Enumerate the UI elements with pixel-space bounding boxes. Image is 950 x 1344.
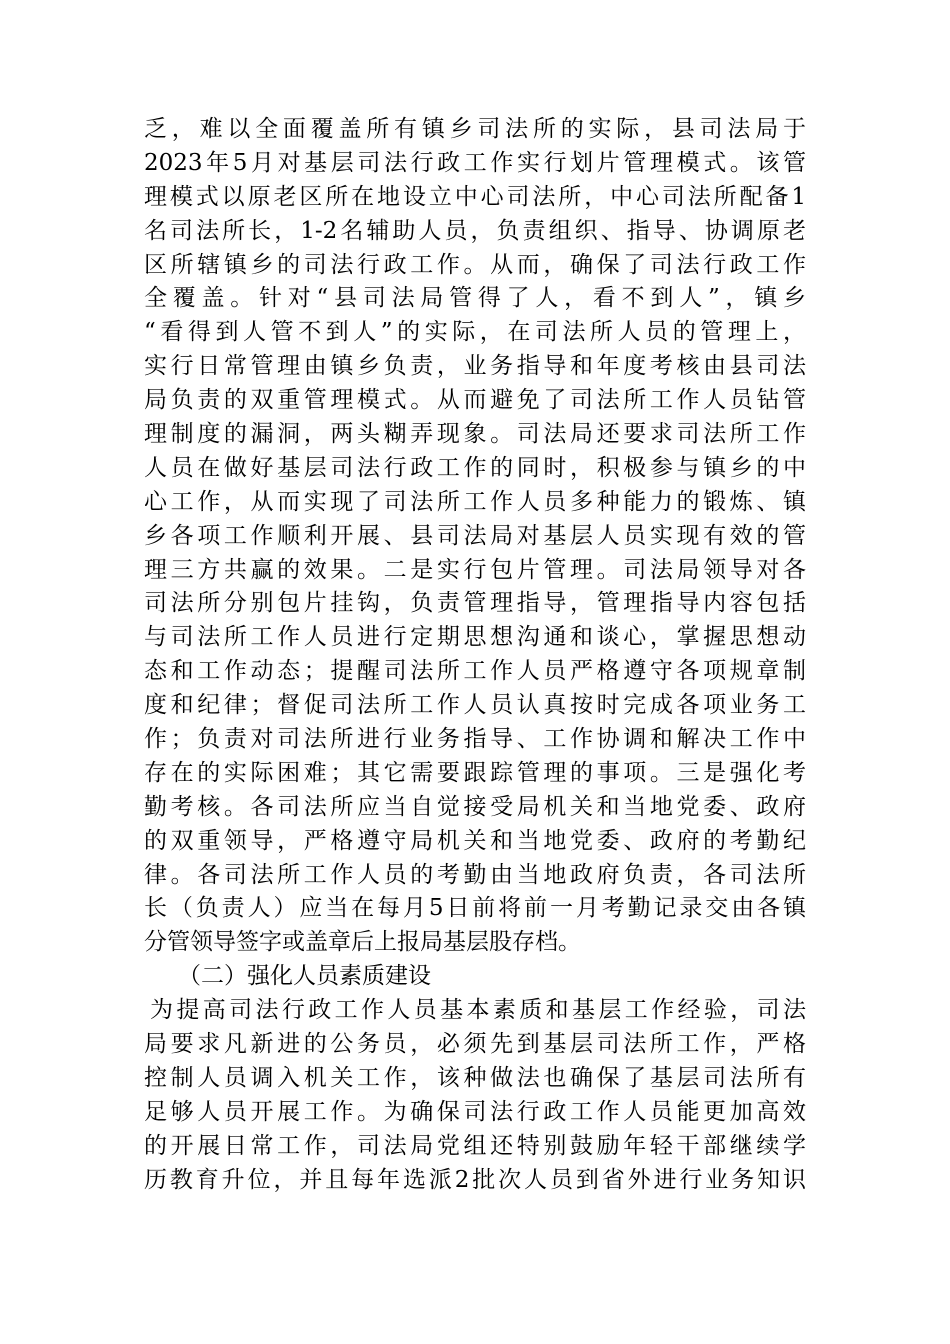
text-line: 控制人员调入机关工作，该种做法也确保了基层司法所有 xyxy=(144,1064,806,1091)
text-line: 律。各司法所工作人员的考勤由当地政府负责，各司法所 xyxy=(144,861,806,888)
text-line: 存在的实际困难；其它需要跟踪管理的事项。三是强化考 xyxy=(144,759,806,786)
text-line: 理三方共赢的效果。二是实行包片管理。司法局领导对各 xyxy=(144,556,806,583)
text-line: 2023年5月对基层司法行政工作实行划片管理模式。该管 xyxy=(144,149,806,176)
text-line: 为提高司法行政工作人员基本素质和基层工作经验，司法 xyxy=(150,997,806,1024)
text-line: 心工作，从而实现了司法所工作人员多种能力的锻炼、镇 xyxy=(144,488,806,515)
text-line: 态和工作动态；提醒司法所工作人员严格遵守各项规章制 xyxy=(144,658,806,685)
text-line: 分管领导签字或盖章后上报局基层股存档。 xyxy=(144,929,581,956)
text-line: 局负责的双重管理模式。从而避免了司法所工作人员钻管 xyxy=(144,387,806,414)
document-page xyxy=(144,113,806,1198)
text-line: 与司法所工作人员进行定期思想沟通和谈心，掌握思想动 xyxy=(144,624,806,651)
text-line: 勤考核。各司法所应当自觉接受局机关和当地党委、政府 xyxy=(144,793,806,820)
text-line: 名司法所长，1-2名辅助人员，负责组织、指导、协调原老 xyxy=(144,217,806,244)
text-line: 足够人员开展工作。为确保司法行政工作人员能更加高效 xyxy=(144,1098,806,1125)
text-line: 理模式以原老区所在地设立中心司法所，中心司法所配备1 xyxy=(144,183,806,210)
text-line: 长（负责人）应当在每月5日前将前一月考勤记录交由各镇 xyxy=(144,895,806,922)
text-line: 历教育升位，并且每年选派2批次人员到省外进行业务知识 xyxy=(144,1166,806,1193)
text-line: “看得到人管不到人”的实际，在司法所人员的管理上， xyxy=(144,319,806,346)
text-line: 实行日常管理由镇乡负责，业务指导和年度考核由县司法 xyxy=(144,353,806,380)
text-line: 的开展日常工作，司法局党组还特别鼓励年轻干部继续学 xyxy=(144,1132,806,1159)
section-heading: （二）强化人员素质建设 xyxy=(178,963,431,990)
text-line: 区所辖镇乡的司法行政工作。从而，确保了司法行政工作 xyxy=(144,251,806,278)
text-line: 的双重领导，严格遵守局机关和当地党委、政府的考勤纪 xyxy=(144,827,806,854)
text-line: 度和纪律；督促司法所工作人员认真按时完成各项业务工 xyxy=(144,692,806,719)
text-line: 理制度的漏洞，两头糊弄现象。司法局还要求司法所工作 xyxy=(144,421,806,448)
text-line: 司法所分别包片挂钩，负责管理指导，管理指导内容包括 xyxy=(144,590,806,617)
paragraph-personnel-quality xyxy=(144,994,806,1197)
text-line: 乏，难以全面覆盖所有镇乡司法所的实际，县司法局于 xyxy=(144,116,806,142)
text-line: 人员在做好基层司法行政工作的同时，积极参与镇乡的中 xyxy=(144,454,806,481)
text-line: 作；负责对司法所进行业务指导、工作协调和解决工作中 xyxy=(144,726,806,753)
text-line: 乡各项工作顺利开展、县司法局对基层人员实现有效的管 xyxy=(144,522,806,549)
text-line: 全覆盖。针对“县司法局管得了人，看不到人”，镇乡 xyxy=(144,285,806,312)
paragraph-management-mode xyxy=(144,113,806,960)
text-line: 局要求凡新进的公务员，必须先到基层司法所工作，严格 xyxy=(144,1031,806,1058)
